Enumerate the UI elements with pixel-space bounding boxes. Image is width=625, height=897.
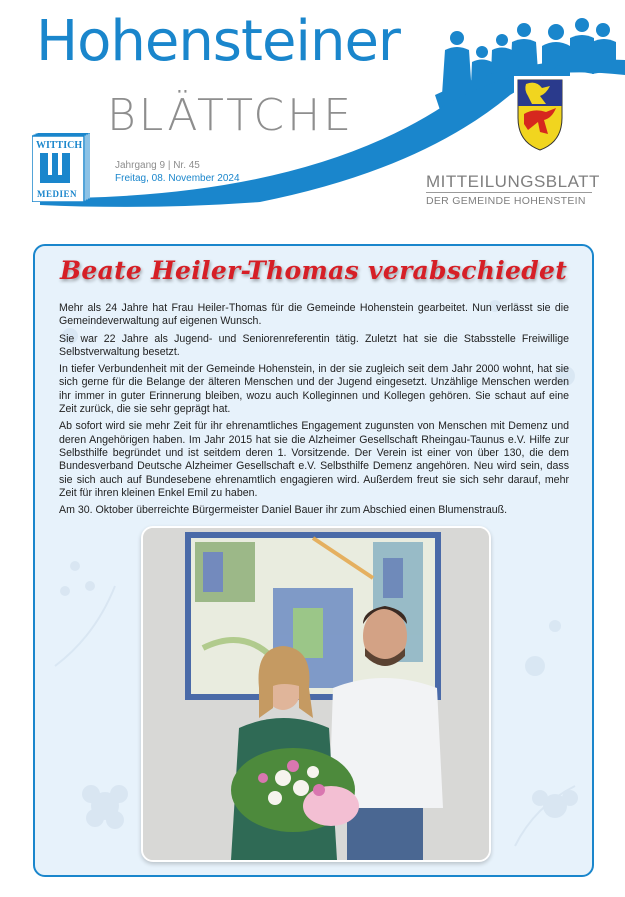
coat-of-arms-icon xyxy=(510,70,570,156)
issue-number: Jahrgang 9 | Nr. 45 xyxy=(115,160,200,171)
divider xyxy=(426,192,592,193)
paragraph: Mehr als 24 Jahre hat Frau Heiler-Thomas für die Gemeinde Hohenstein gearbeitet. Nun verlässt sie die Gemeindeverwaltung auf eigenen Wunsch. xyxy=(59,302,569,328)
issue-date: Freitag, 08. November 2024 xyxy=(115,173,240,184)
article-body xyxy=(59,302,569,521)
paragraph: In tiefer Verbundenheit mit der Gemeinde Hohenstein, in der sie zugleich seit dem Jahr 2000 wohnt, hat sie sich gerne für die Belange der älteren Menschen und der Jugend eingesetzt. Unzählige Menschen werden ihr immer in guter Erinnerung bleiben, wozu auch Kolleginnen und Kollegen gehören. Sie schaut auf eine Zeit zurück, die sie sehr geprägt hat. xyxy=(59,363,569,416)
logo-text-bottom: MEDIEN xyxy=(37,189,78,199)
article-panel xyxy=(33,244,594,877)
publication-type: MITTEILUNGSBLATT xyxy=(426,172,600,191)
newspaper-title: Hohensteiner xyxy=(36,9,400,74)
masthead xyxy=(0,0,625,215)
logo-text-top: WITTICH xyxy=(36,140,83,151)
publisher-line: DER GEMEINDE HOHENSTEIN xyxy=(426,195,586,207)
wittich-medien-logo xyxy=(32,133,90,202)
paragraph: Sie war 22 Jahre als Jugend- und Seniorenreferentin tätig. Zuletzt hat sie die Stabsstelle Freiwillige Selbstverwaltung besetzt. xyxy=(59,332,569,358)
newspaper-subtitle: BLÄTTCHE xyxy=(107,90,355,141)
article-photo xyxy=(141,526,491,862)
article-headline: Beate Heiler-Thomas verabschiedet xyxy=(59,256,568,285)
paragraph: Am 30. Oktober überreichte Bürgermeister Daniel Bauer ihr zum Abschied einen Blumenstrauß. xyxy=(59,504,508,517)
paragraph: Ab sofort wird sie mehr Zeit für ihr ehrenamtliches Engagement zugunsten von Menschen mit Demenz und deren Angehörigen haben. Im Jahr 2015 hat sie die Alzheimer Gesellschaft Rheingau-Taunus e.V. Hilfe zur Selbsthilfe begründet und ist seitdem deren 1. Vorsitzende. Der Verein ist einer von über 130, die dem Bundesverband Deutsche Alzheimer Gesellschaft e.V. Selbsthilfe Demenz angehören. Neu wird sein, dass sie sich auch auf Bundesebene ehrenamtlich engagieren wird. Außerdem freut sie sich sehr darauf, mehr Zeit für ihren kleinen Enkel Emil zu haben. xyxy=(59,420,569,499)
